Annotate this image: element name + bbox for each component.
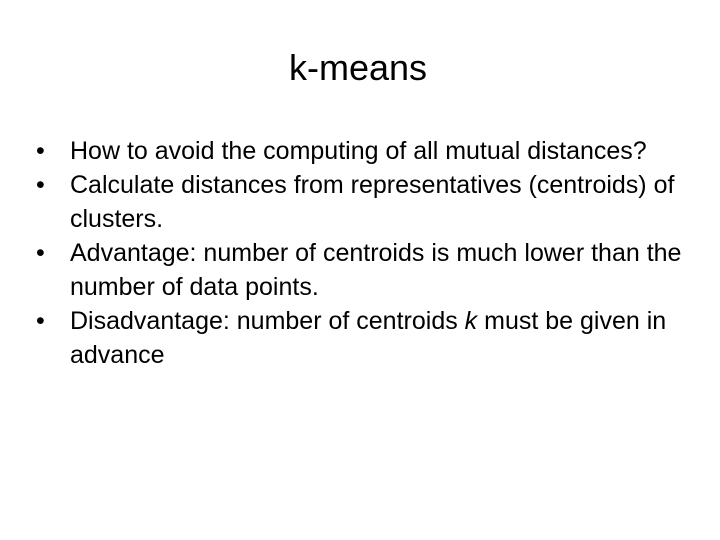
bullet-item	[36, 236, 696, 304]
bullet-icon: •	[36, 137, 45, 165]
bullet-icon: •	[36, 307, 45, 335]
bullet-item	[36, 304, 696, 372]
bullet-text: Calculate distances from representatives (centroids) of clusters.	[70, 171, 675, 233]
slide-title: k-means	[288, 47, 428, 88]
bullet-item	[36, 168, 696, 236]
bullet-list	[36, 134, 696, 372]
bullet-text-start: Disadvantage: number of centroids	[70, 307, 465, 335]
bullet-text: How to avoid the computing of all mutual distances?	[70, 137, 647, 165]
bullet-item	[36, 134, 696, 168]
bullet-text: Advantage: number of centroids is much lower than the number of data points.	[70, 239, 682, 301]
bullet-icon: •	[36, 239, 45, 267]
bullet-icon: •	[36, 171, 45, 199]
variable-k: k	[464, 307, 478, 335]
bullet-text-end: must be given in advance	[70, 307, 667, 369]
